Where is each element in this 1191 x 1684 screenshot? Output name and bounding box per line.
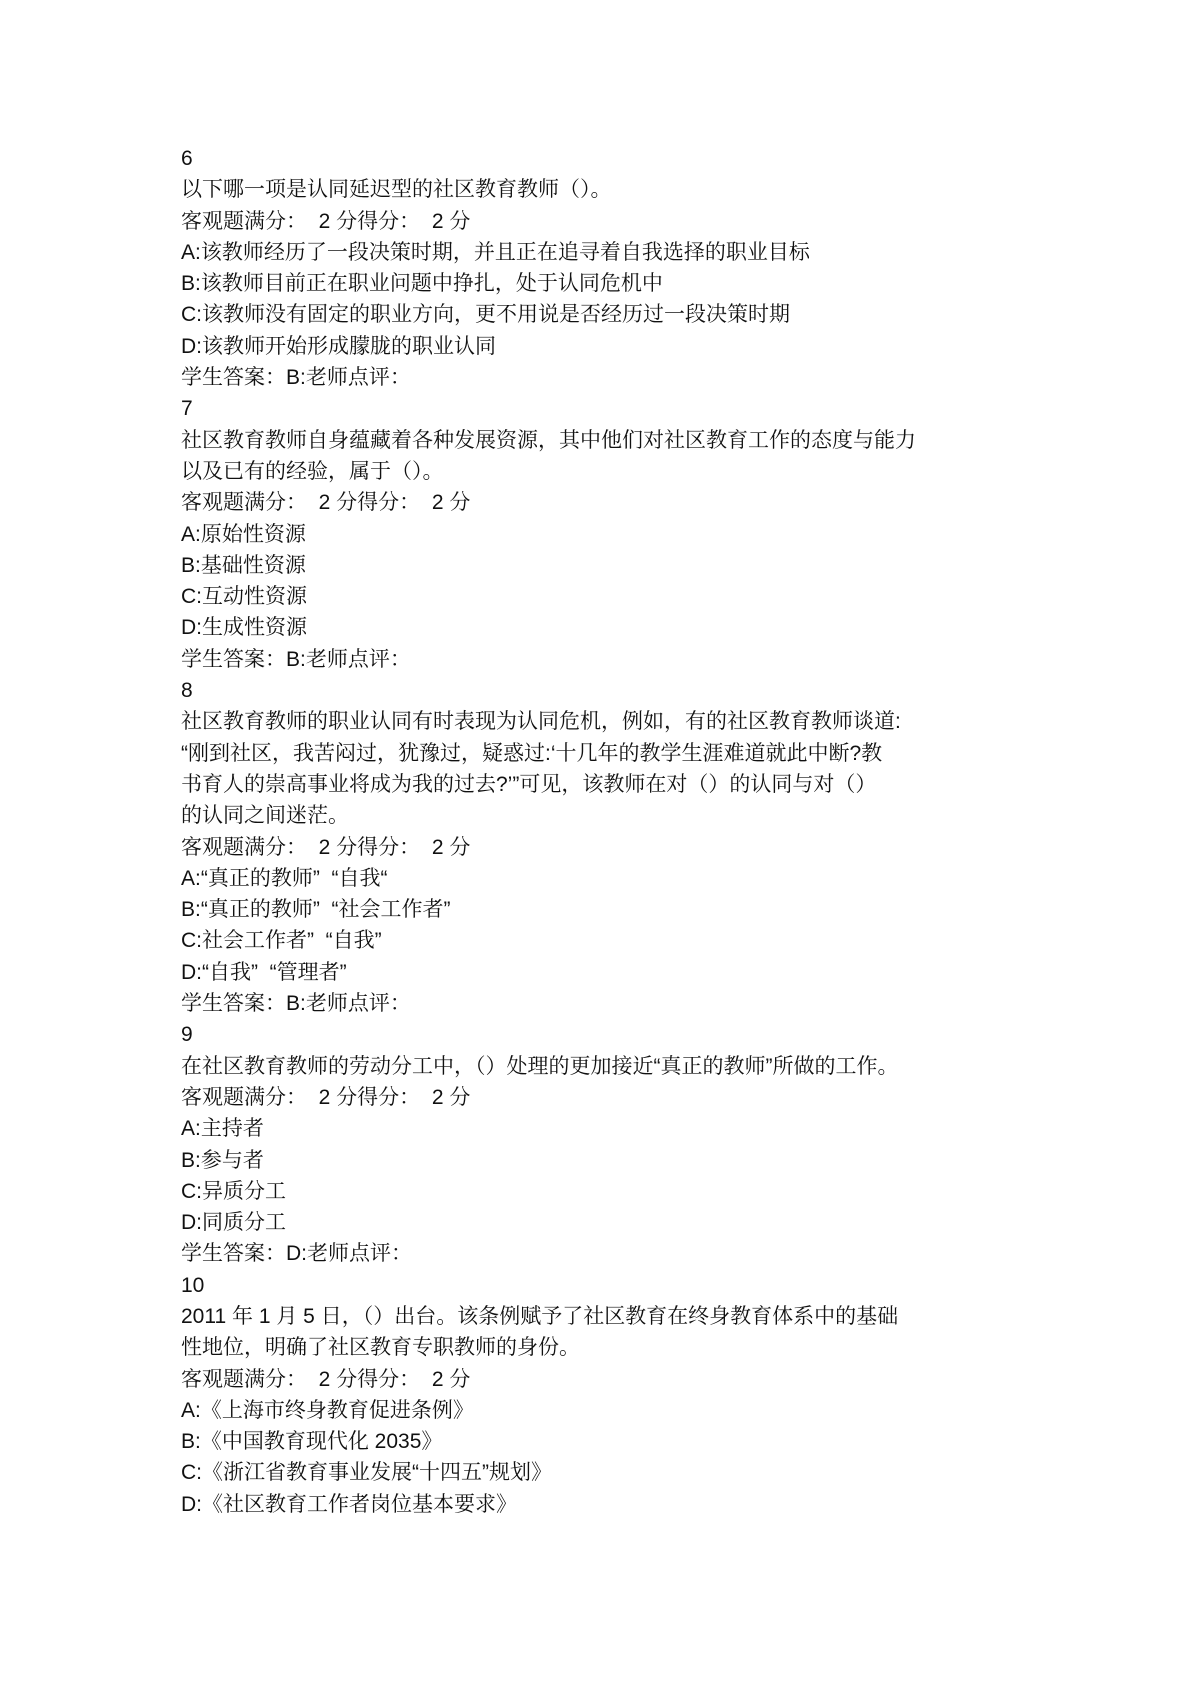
question-stem-line: 在社区教育教师的劳动分工中，（）处理的更加接近“真正的教师”所做的工作。 bbox=[181, 1054, 899, 1078]
option-line: A:该教师经历了一段决策时期，并且正在追寻着自我选择的职业目标 bbox=[181, 240, 810, 264]
option-line: D:“自我” “管理者” bbox=[181, 960, 347, 984]
score-line: 客观题满分： 2 分得分： 2 分 bbox=[181, 209, 471, 233]
option-line: A:主持者 bbox=[181, 1117, 264, 1141]
question-number: 6 bbox=[181, 147, 193, 170]
question-stem-line: 以下哪一项是认同延迟型的社区教育教师（）。 bbox=[181, 178, 612, 202]
option-line: C:该教师没有固定的职业方向，更不用说是否经历过一段决策时期 bbox=[181, 303, 790, 327]
question-number: 8 bbox=[181, 679, 193, 703]
option-line: B:该教师目前正在职业问题中挣扎，处于认同危机中 bbox=[181, 272, 663, 296]
question-stem-line: 性地位，明确了社区教育专职教师的身份。 bbox=[181, 1336, 580, 1360]
question-stem-line: 2011 年 1 月 5 日，（）出台。该条例赋予了社区教育在终身教育体系中的基础 bbox=[181, 1304, 899, 1328]
question-stem-line: 的认同之间迷茫。 bbox=[181, 804, 349, 828]
question-stem-line: 社区教育教师的职业认同有时表现为认同危机，例如，有的社区教育教师谈道: bbox=[181, 710, 901, 734]
question-stem-line: 以及已有的经验，属于（）。 bbox=[181, 459, 444, 483]
option-line: B:参与者 bbox=[181, 1148, 264, 1172]
question-stem-line: “刚到社区，我苦闷过，犹豫过，疑惑过:‘十几年的教学生涯难道就此中断?教 bbox=[181, 741, 883, 765]
option-line: B:基础性资源 bbox=[181, 553, 306, 577]
score-line: 客观题满分： 2 分得分： 2 分 bbox=[181, 1367, 471, 1391]
option-line: D:该教师开始形成朦胧的职业认同 bbox=[181, 334, 496, 358]
option-line: D:同质分工 bbox=[181, 1211, 286, 1235]
score-line: 客观题满分： 2 分得分： 2 分 bbox=[181, 491, 471, 515]
option-line: A:“真正的教师” “自我“ bbox=[181, 866, 388, 890]
option-line: C:《浙江省教育事业发展“十四五”规划》 bbox=[181, 1461, 552, 1485]
option-line: B:《中国教育现代化 2035》 bbox=[181, 1430, 443, 1454]
question-number: 7 bbox=[181, 397, 193, 421]
option-line: C:社会工作者” “自我” bbox=[181, 929, 382, 953]
score-line: 客观题满分： 2 分得分： 2 分 bbox=[181, 835, 471, 859]
student-answer-line: 学生答案：B:老师点评： bbox=[181, 366, 411, 390]
option-line: A:原始性资源 bbox=[181, 522, 306, 546]
question-stem-line: 书育人的崇高事业将成为我的过去?’”可见，该教师在对（）的认同与对（） bbox=[181, 772, 877, 796]
student-answer-line: 学生答案：D:老师点评： bbox=[181, 1242, 412, 1266]
option-line: A:《上海市终身教育促进条例》 bbox=[181, 1398, 474, 1422]
option-line: D:《社区教育工作者岗位基本要求》 bbox=[181, 1492, 517, 1516]
option-line: D:生成性资源 bbox=[181, 616, 307, 640]
option-line: B:“真正的教师” “社会工作者” bbox=[181, 898, 451, 922]
student-answer-line: 学生答案：B:老师点评： bbox=[181, 647, 411, 671]
score-line: 客观题满分： 2 分得分： 2 分 bbox=[181, 1085, 471, 1109]
option-line: C:互动性资源 bbox=[181, 585, 307, 609]
question-number: 9 bbox=[181, 1023, 193, 1047]
document-page bbox=[181, 143, 1021, 1520]
question-stem-line: 社区教育教师自身蕴藏着各种发展资源，其中他们对社区教育工作的态度与能力 bbox=[181, 428, 916, 452]
option-line: C:异质分工 bbox=[181, 1179, 286, 1203]
student-answer-line: 学生答案：B:老师点评： bbox=[181, 992, 411, 1016]
question-number: 10 bbox=[181, 1273, 205, 1297]
